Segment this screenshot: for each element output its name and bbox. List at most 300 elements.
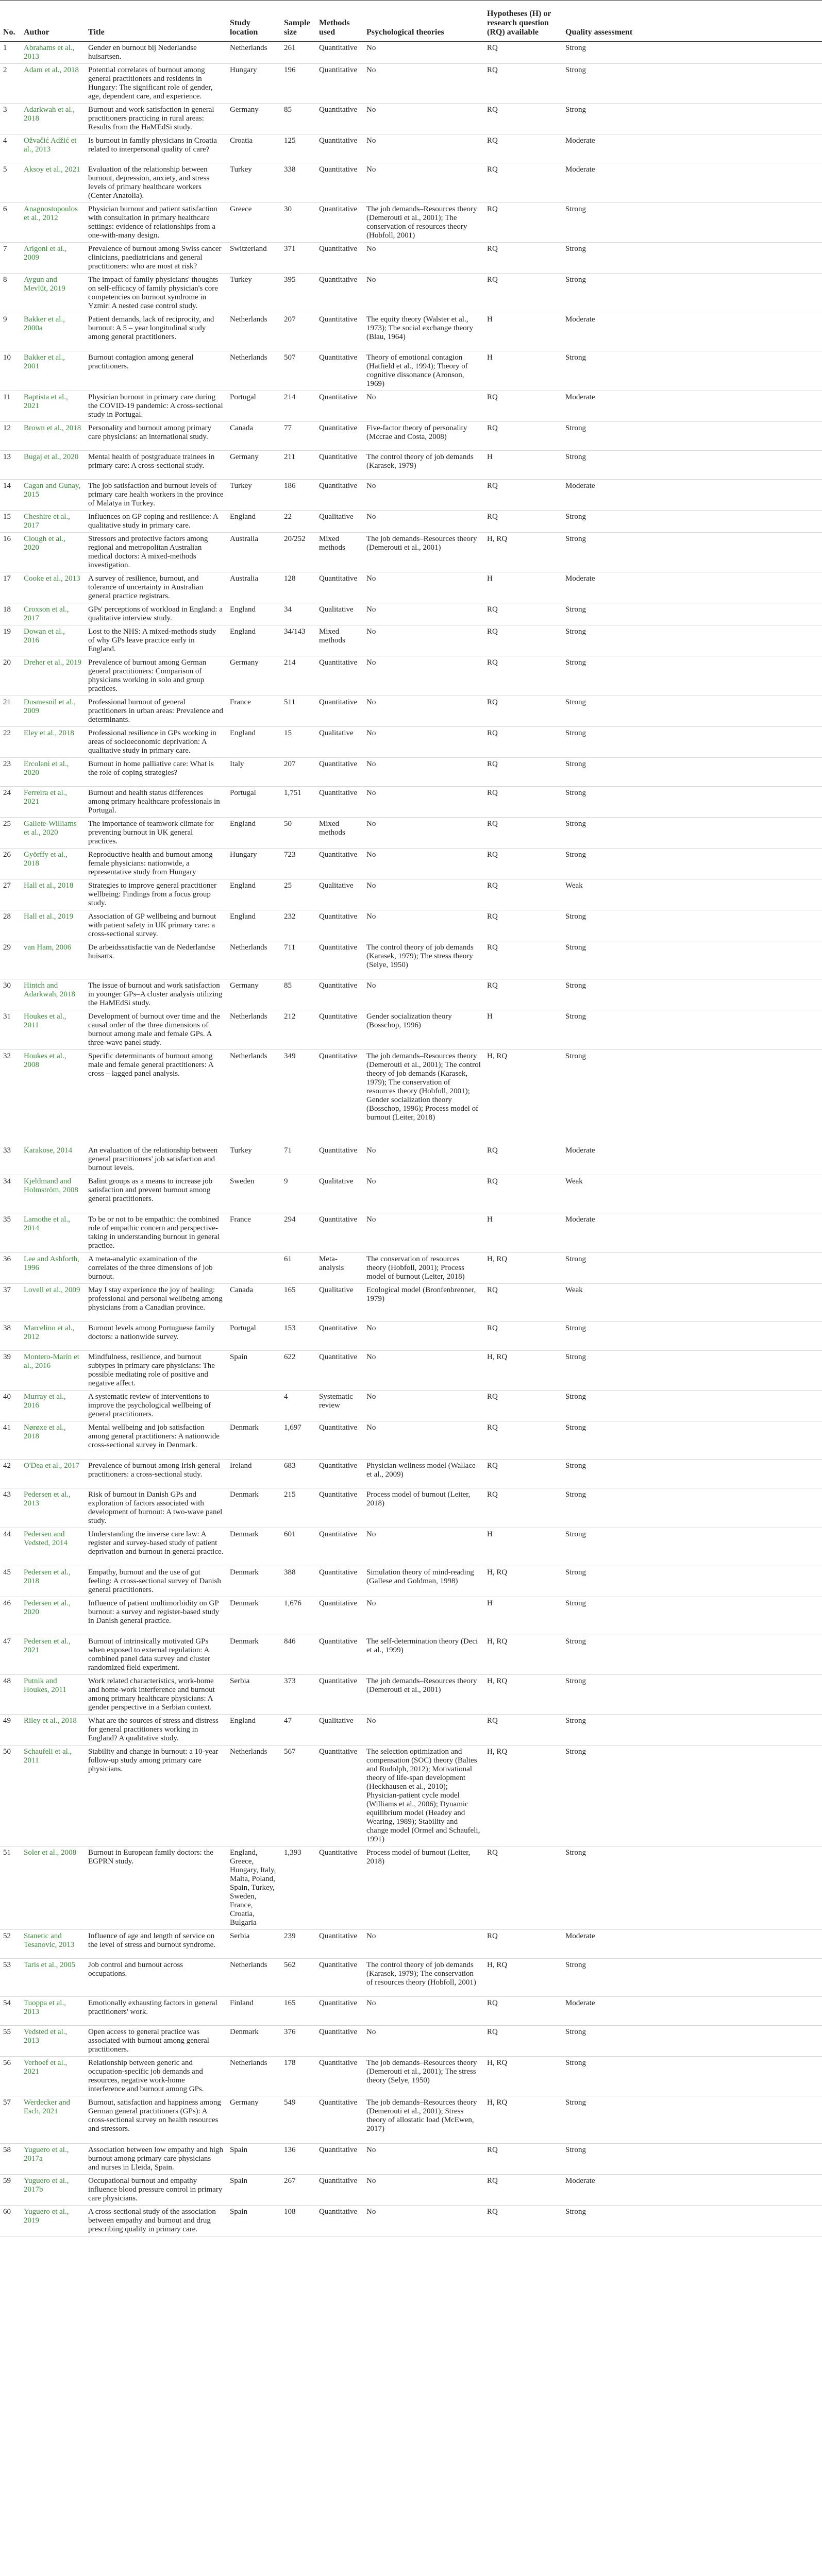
row-location: Finland — [227, 1996, 281, 2025]
row-quality: Strong — [562, 1714, 822, 1745]
row-theories: No — [363, 2143, 484, 2174]
row-title: Balint groups as a means to increase job satisfaction and prevent burnout among general practitioners. — [85, 1175, 227, 1213]
row-quality: Strong — [562, 1635, 822, 1674]
row-theories: No — [363, 879, 484, 910]
row-number: 33 — [0, 1144, 21, 1175]
row-hypotheses: RQ — [484, 1144, 562, 1175]
row-quality: Strong — [562, 2143, 822, 2174]
row-number: 42 — [0, 1459, 21, 1488]
row-author: van Ham, 2006 — [21, 941, 85, 979]
row-sample-size: 50 — [281, 817, 316, 848]
row-title: The job satisfaction and burnout levels of primary care health workers in the province of Malatya in Turkey. — [85, 479, 227, 510]
row-author: Arigoni et al., 2009 — [21, 242, 85, 273]
row-title: Is burnout in family physicians in Croatia related to interpersonal quality of care? — [85, 134, 227, 163]
row-hypotheses: RQ — [484, 2025, 562, 2056]
row-methods: Quantitative — [316, 313, 363, 351]
row-sample-size: 4 — [281, 1390, 316, 1421]
row-title: Emotionally exhausting factors in general practitioners' work. — [85, 1996, 227, 2025]
row-location: Portugal — [227, 391, 281, 421]
row-methods: Qualitative — [316, 1714, 363, 1745]
row-methods: Quantitative — [316, 2205, 363, 2236]
row-number: 2 — [0, 63, 21, 103]
row-number: 21 — [0, 696, 21, 726]
row-methods: Quantitative — [316, 2096, 363, 2143]
row-quality: Strong — [562, 979, 822, 1010]
row-theories: The job demands–Resources theory (Demerouti et al., 2001); Stress theory of allostatic load (McEwen, 2017) — [363, 2096, 484, 2143]
row-author: Hintch and Adarkwah, 2018 — [21, 979, 85, 1010]
row-location: England — [227, 625, 281, 656]
row-title: Occupational burnout and empathy influence blood pressure control in primary care physicians. — [85, 2174, 227, 2205]
row-author: Houkes et al., 2008 — [21, 1049, 85, 1144]
row-author: Putnik and Houkes, 2011 — [21, 1674, 85, 1714]
row-hypotheses: RQ — [484, 134, 562, 163]
row-title: Specific determinants of burnout among male and female general practitioners: A cross – lagged panel analysis. — [85, 1049, 227, 1144]
row-sample-size: 294 — [281, 1213, 316, 1252]
row-theories: Process model of burnout (Leiter, 2018) — [363, 1488, 484, 1528]
table-row — [0, 2174, 822, 2205]
row-number: 16 — [0, 532, 21, 572]
row-theories: No — [363, 1421, 484, 1459]
table-row — [0, 510, 822, 532]
row-location: Portugal — [227, 786, 281, 817]
row-number: 10 — [0, 351, 21, 391]
row-location: Turkey — [227, 1144, 281, 1175]
row-hypotheses: H — [484, 572, 562, 603]
table-row — [0, 817, 822, 848]
row-theories: No — [363, 41, 484, 63]
row-methods: Qualitative — [316, 879, 363, 910]
row-hypotheses: H — [484, 1213, 562, 1252]
row-theories: No — [363, 2025, 484, 2056]
row-sample-size: 232 — [281, 910, 316, 941]
row-title: Risk of burnout in Danish GPs and exploration of factors associated with development of burnout: A two-wave panel study. — [85, 1488, 227, 1528]
table-row — [0, 726, 822, 757]
table-row — [0, 656, 822, 696]
row-number: 52 — [0, 1929, 21, 1958]
row-location: Turkey — [227, 273, 281, 313]
row-location: Netherlands — [227, 1010, 281, 1049]
row-number: 48 — [0, 1674, 21, 1714]
row-author: Werdecker and Esch, 2021 — [21, 2096, 85, 2143]
row-title: Potential correlates of burnout among general practitioners and residents in Hungary: The significant role of gender, age, dependent care, and experience. — [85, 63, 227, 103]
row-methods: Mixed methods — [316, 532, 363, 572]
table-row — [0, 1958, 822, 1996]
header-hypotheses: Hypotheses (H) or research question (RQ) available — [484, 0, 562, 41]
row-sample-size: 20/252 — [281, 532, 316, 572]
row-methods: Quantitative — [316, 351, 363, 391]
row-author: Vedsted et al., 2013 — [21, 2025, 85, 2056]
row-author: Ercolani et al., 2020 — [21, 757, 85, 786]
header-methods: Methods used — [316, 0, 363, 41]
table-row — [0, 2205, 822, 2236]
row-quality: Moderate — [562, 572, 822, 603]
row-number: 51 — [0, 1846, 21, 1929]
row-number: 23 — [0, 757, 21, 786]
header-theories: Psychological theories — [363, 0, 484, 41]
row-number: 15 — [0, 510, 21, 532]
row-location: Turkey — [227, 479, 281, 510]
row-author: Clough et al., 2020 — [21, 532, 85, 572]
row-author: Lee and Ashforth, 1996 — [21, 1252, 85, 1283]
row-sample-size: 507 — [281, 351, 316, 391]
table-row — [0, 2143, 822, 2174]
row-number: 11 — [0, 391, 21, 421]
table-row — [0, 1252, 822, 1283]
row-methods: Systematic review — [316, 1390, 363, 1421]
row-location: Spain — [227, 2174, 281, 2205]
row-author: Györffy et al., 2018 — [21, 848, 85, 879]
row-sample-size: 85 — [281, 103, 316, 134]
table-row — [0, 1714, 822, 1745]
row-sample-size: 125 — [281, 134, 316, 163]
row-number: 55 — [0, 2025, 21, 2056]
row-location: Netherlands — [227, 351, 281, 391]
table-row — [0, 1144, 822, 1175]
row-hypotheses: H, RQ — [484, 1745, 562, 1846]
row-sample-size: 214 — [281, 391, 316, 421]
row-methods: Quantitative — [316, 1010, 363, 1049]
row-location: England — [227, 910, 281, 941]
row-number: 18 — [0, 603, 21, 625]
row-author: Hall et al., 2019 — [21, 910, 85, 941]
table-row — [0, 879, 822, 910]
row-hypotheses: RQ — [484, 757, 562, 786]
header-author: Author — [21, 0, 85, 41]
row-number: 22 — [0, 726, 21, 757]
row-location: Spain — [227, 2205, 281, 2236]
row-hypotheses: H, RQ — [484, 532, 562, 572]
row-theories: No — [363, 757, 484, 786]
row-author: Schaufeli et al., 2011 — [21, 1745, 85, 1846]
table-row — [0, 532, 822, 572]
row-number: 29 — [0, 941, 21, 979]
row-title: Burnout and work satisfaction in general practitioners practicing in rural areas: Results from the HaMEdSi study. — [85, 103, 227, 134]
row-theories: No — [363, 910, 484, 941]
row-number: 40 — [0, 1390, 21, 1421]
row-hypotheses: RQ — [484, 625, 562, 656]
row-author: Abrahams et al., 2013 — [21, 41, 85, 63]
row-author: Yuguero et al., 2019 — [21, 2205, 85, 2236]
row-author: Houkes et al., 2011 — [21, 1010, 85, 1049]
row-quality: Strong — [562, 103, 822, 134]
table-row — [0, 202, 822, 242]
row-hypotheses: RQ — [484, 273, 562, 313]
row-methods: Qualitative — [316, 726, 363, 757]
row-methods: Quantitative — [316, 2174, 363, 2205]
row-title: Relationship between generic and occupation-specific job demands and resources, negative work-home interference and burnout among GPs. — [85, 2056, 227, 2096]
row-quality: Strong — [562, 421, 822, 450]
row-quality: Strong — [562, 786, 822, 817]
row-hypotheses: RQ — [484, 1390, 562, 1421]
row-title: Lost to the NHS: A mixed-methods study of why GPs leave practice early in England. — [85, 625, 227, 656]
row-theories: The job demands–Resources theory (Demerouti et al., 2001); The control theory of job demands (Karasek, 1979); The conservation of resources theory (Hobfoll, 2001); Gender socialization theory (Bosschop, 1996); Process model of burnout (Leiter, 2018) — [363, 1049, 484, 1144]
row-quality: Strong — [562, 1488, 822, 1528]
row-theories: No — [363, 2174, 484, 2205]
row-theories: The job demands–Resources theory (Demerouti et al., 2001) — [363, 1674, 484, 1714]
row-location: France — [227, 696, 281, 726]
row-location — [227, 1390, 281, 1421]
row-location: Australia — [227, 532, 281, 572]
row-sample-size: 723 — [281, 848, 316, 879]
row-number: 28 — [0, 910, 21, 941]
row-theories: No — [363, 572, 484, 603]
row-theories: The control theory of job demands (Karasek, 1979); The conservation of resources theory (Hobfoll, 2001) — [363, 1958, 484, 1996]
row-theories: No — [363, 1929, 484, 1958]
row-methods: Quantitative — [316, 1674, 363, 1714]
row-author: Brown et al., 2018 — [21, 421, 85, 450]
row-sample-size: 376 — [281, 2025, 316, 2056]
row-number: 12 — [0, 421, 21, 450]
row-sample-size: 846 — [281, 1635, 316, 1674]
row-location: Sweden — [227, 1175, 281, 1213]
row-theories: No — [363, 625, 484, 656]
row-author: Verhoef et al., 2021 — [21, 2056, 85, 2096]
table-row — [0, 786, 822, 817]
row-title: A systematic review of interventions to improve the psychological wellbeing of general practitioners. — [85, 1390, 227, 1421]
row-location: England — [227, 1714, 281, 1745]
row-location: Netherlands — [227, 41, 281, 63]
row-methods: Quantitative — [316, 1049, 363, 1144]
row-sample-size: 1,751 — [281, 786, 316, 817]
row-location: England — [227, 879, 281, 910]
row-quality: Moderate — [562, 163, 822, 202]
row-number: 45 — [0, 1566, 21, 1597]
row-author: Ferreira et al., 2021 — [21, 786, 85, 817]
row-sample-size: 186 — [281, 479, 316, 510]
row-methods: Quantitative — [316, 2143, 363, 2174]
row-quality: Strong — [562, 273, 822, 313]
row-sample-size: 371 — [281, 242, 316, 273]
row-title: Burnout contagion among general practitioners. — [85, 351, 227, 391]
row-sample-size: 61 — [281, 1252, 316, 1283]
row-number: 49 — [0, 1714, 21, 1745]
row-title: Mindfulness, resilience, and burnout subtypes in primary care physicians: The possible mediating role of positive and negative affect. — [85, 1350, 227, 1390]
table-row — [0, 479, 822, 510]
row-number: 5 — [0, 163, 21, 202]
row-hypotheses: RQ — [484, 202, 562, 242]
row-author: Pedersen et al., 2021 — [21, 1635, 85, 1674]
row-theories: Five-factor theory of personality (Mccrae and Costa, 2008) — [363, 421, 484, 450]
row-location: Denmark — [227, 2025, 281, 2056]
table-body — [0, 41, 822, 2236]
table-row — [0, 1213, 822, 1252]
row-quality: Strong — [562, 1459, 822, 1488]
row-number: 57 — [0, 2096, 21, 2143]
row-author: Hall et al., 2018 — [21, 879, 85, 910]
row-methods: Quantitative — [316, 1996, 363, 2025]
row-title: Prevalence of burnout among Irish general practitioners: a cross-sectional study. — [85, 1459, 227, 1488]
row-author: Bakker et al., 2001 — [21, 351, 85, 391]
row-quality: Strong — [562, 2056, 822, 2096]
row-title: A meta-analytic examination of the correlates of the three dimensions of job burnout. — [85, 1252, 227, 1283]
row-methods: Quantitative — [316, 848, 363, 879]
row-location: Netherlands — [227, 1745, 281, 1846]
row-author: Marcelino et al., 2012 — [21, 1321, 85, 1350]
row-quality: Strong — [562, 63, 822, 103]
row-methods: Quantitative — [316, 202, 363, 242]
row-title: Understanding the inverse care law: A register and survey-based study of patient deprivation and burnout in general practice. — [85, 1528, 227, 1566]
row-hypotheses: H, RQ — [484, 1674, 562, 1714]
row-theories: No — [363, 103, 484, 134]
row-methods: Qualitative — [316, 1283, 363, 1321]
row-author: O'Dea et al., 2017 — [21, 1459, 85, 1488]
row-quality: Strong — [562, 1958, 822, 1996]
row-sample-size: 207 — [281, 313, 316, 351]
table-row — [0, 1488, 822, 1528]
table-row — [0, 242, 822, 273]
row-location: Netherlands — [227, 1049, 281, 1144]
row-author: Cooke et al., 2013 — [21, 572, 85, 603]
row-theories: Process model of burnout (Leiter, 2018) — [363, 1846, 484, 1929]
row-title: Burnout levels among Portuguese family doctors: a nationwide survey. — [85, 1321, 227, 1350]
row-quality: Strong — [562, 1350, 822, 1390]
row-location: Germany — [227, 2096, 281, 2143]
row-theories: No — [363, 1213, 484, 1252]
row-methods: Quantitative — [316, 1488, 363, 1528]
row-number: 31 — [0, 1010, 21, 1049]
table-row — [0, 2096, 822, 2143]
row-sample-size: 34/143 — [281, 625, 316, 656]
row-theories: The selection optimization and compensation (SOC) theory (Baltes and Rudolph, 2012); Motivational theory of life-span development (Heckhausen et al., 2010); Physician-patient cycle model (Williams et al., 2006); Dynamic equilibrium model (Headey and Wearing, 1989); Stability and change model (Ormel and Schaufeli, 1991) — [363, 1745, 484, 1846]
row-hypotheses: H, RQ — [484, 2056, 562, 2096]
row-methods: Quantitative — [316, 572, 363, 603]
row-methods: Quantitative — [316, 450, 363, 479]
row-number: 46 — [0, 1597, 21, 1635]
row-number: 6 — [0, 202, 21, 242]
table-row — [0, 1566, 822, 1597]
row-sample-size: 1,393 — [281, 1846, 316, 1929]
row-quality: Moderate — [562, 1929, 822, 1958]
row-quality: Moderate — [562, 1996, 822, 2025]
row-theories: No — [363, 63, 484, 103]
row-title: Influences on GP coping and resilience: A qualitative study in primary care. — [85, 510, 227, 532]
row-theories: No — [363, 696, 484, 726]
row-quality: Strong — [562, 450, 822, 479]
row-quality: Strong — [562, 202, 822, 242]
row-author: Cheshire et al., 2017 — [21, 510, 85, 532]
row-location: Hungary — [227, 63, 281, 103]
row-number: 14 — [0, 479, 21, 510]
row-sample-size: 567 — [281, 1745, 316, 1846]
row-title: Association between low empathy and high burnout among primary care physicians and nurses in Lleida, Spain. — [85, 2143, 227, 2174]
row-methods: Quantitative — [316, 1745, 363, 1846]
row-hypotheses: RQ — [484, 656, 562, 696]
row-number: 58 — [0, 2143, 21, 2174]
row-hypotheses: RQ — [484, 2174, 562, 2205]
row-title: Mental health of postgraduate trainees in primary care: A cross-sectional study. — [85, 450, 227, 479]
row-hypotheses: RQ — [484, 910, 562, 941]
row-location: Serbia — [227, 1929, 281, 1958]
row-theories: The equity theory (Walster et al., 1973); The social exchange theory (Blau, 1964) — [363, 313, 484, 351]
row-author: Pedersen et al., 2018 — [21, 1566, 85, 1597]
row-quality: Strong — [562, 757, 822, 786]
row-hypotheses: RQ — [484, 421, 562, 450]
table-row — [0, 1635, 822, 1674]
row-sample-size: 71 — [281, 1144, 316, 1175]
row-title: Empathy, burnout and the use of gut feeling: A cross-sectional survey of Danish general practitioners. — [85, 1566, 227, 1597]
row-quality: Strong — [562, 1846, 822, 1929]
row-sample-size: 9 — [281, 1175, 316, 1213]
row-number: 53 — [0, 1958, 21, 1996]
row-methods: Quantitative — [316, 1459, 363, 1488]
row-quality: Strong — [562, 242, 822, 273]
row-hypotheses: RQ — [484, 41, 562, 63]
row-author: Lovell et al., 2009 — [21, 1283, 85, 1321]
table-row — [0, 63, 822, 103]
row-number: 35 — [0, 1213, 21, 1252]
row-quality: Strong — [562, 603, 822, 625]
row-sample-size: 215 — [281, 1488, 316, 1528]
row-sample-size: 108 — [281, 2205, 316, 2236]
table-row — [0, 625, 822, 656]
row-theories: Physician wellness model (Wallace et al., 2009) — [363, 1459, 484, 1488]
row-hypotheses: H, RQ — [484, 1566, 562, 1597]
row-title: The importance of teamwork climate for preventing burnout in UK general practices. — [85, 817, 227, 848]
row-title: Gender en burnout bij Nederlandse huisartsen. — [85, 41, 227, 63]
row-location: Netherlands — [227, 313, 281, 351]
table-row — [0, 848, 822, 879]
row-methods: Quantitative — [316, 1635, 363, 1674]
row-hypotheses: H — [484, 1528, 562, 1566]
row-theories: No — [363, 1321, 484, 1350]
table-row — [0, 41, 822, 63]
row-hypotheses: RQ — [484, 1283, 562, 1321]
row-sample-size: 47 — [281, 1714, 316, 1745]
row-author: Anagnostopoulos et al., 2012 — [21, 202, 85, 242]
row-location: Switzerland — [227, 242, 281, 273]
row-theories: No — [363, 979, 484, 1010]
row-title: Job control and burnout across occupations. — [85, 1958, 227, 1996]
row-methods: Quantitative — [316, 1846, 363, 1929]
row-theories: No — [363, 479, 484, 510]
table-row — [0, 421, 822, 450]
row-number: 41 — [0, 1421, 21, 1459]
row-quality: Strong — [562, 1597, 822, 1635]
row-location: Germany — [227, 450, 281, 479]
row-quality: Strong — [562, 1321, 822, 1350]
row-title: The impact of family physicians' thoughts on self-efficacy of family physician's core competencies on burnout syndrome in Yzmir: A nested case control study. — [85, 273, 227, 313]
table-row — [0, 1674, 822, 1714]
row-number: 38 — [0, 1321, 21, 1350]
row-location: Serbia — [227, 1674, 281, 1714]
row-hypotheses: RQ — [484, 63, 562, 103]
row-methods: Quantitative — [316, 63, 363, 103]
row-sample-size: 338 — [281, 163, 316, 202]
row-number: 4 — [0, 134, 21, 163]
row-methods: Quantitative — [316, 163, 363, 202]
row-sample-size: 373 — [281, 1674, 316, 1714]
row-quality: Strong — [562, 1252, 822, 1283]
row-quality: Strong — [562, 726, 822, 757]
row-title: Mental wellbeing and job satisfaction among general practitioners: A nationwide cross-sectional survey in Denmark. — [85, 1421, 227, 1459]
row-sample-size: 214 — [281, 656, 316, 696]
row-hypotheses: RQ — [484, 941, 562, 979]
row-quality: Strong — [562, 1745, 822, 1846]
row-author: Cagan and Gunay, 2015 — [21, 479, 85, 510]
table-row — [0, 1528, 822, 1566]
row-title: Physician burnout in primary care during the COVID-19 pandemic: A cross-sectional study in Portugal. — [85, 391, 227, 421]
table-row — [0, 103, 822, 134]
row-sample-size: 30 — [281, 202, 316, 242]
row-quality: Strong — [562, 510, 822, 532]
table-row — [0, 696, 822, 726]
row-number: 44 — [0, 1528, 21, 1566]
row-quality: Strong — [562, 941, 822, 979]
row-sample-size: 165 — [281, 1996, 316, 2025]
row-methods: Quantitative — [316, 696, 363, 726]
row-hypotheses: RQ — [484, 1996, 562, 2025]
row-location: England — [227, 510, 281, 532]
